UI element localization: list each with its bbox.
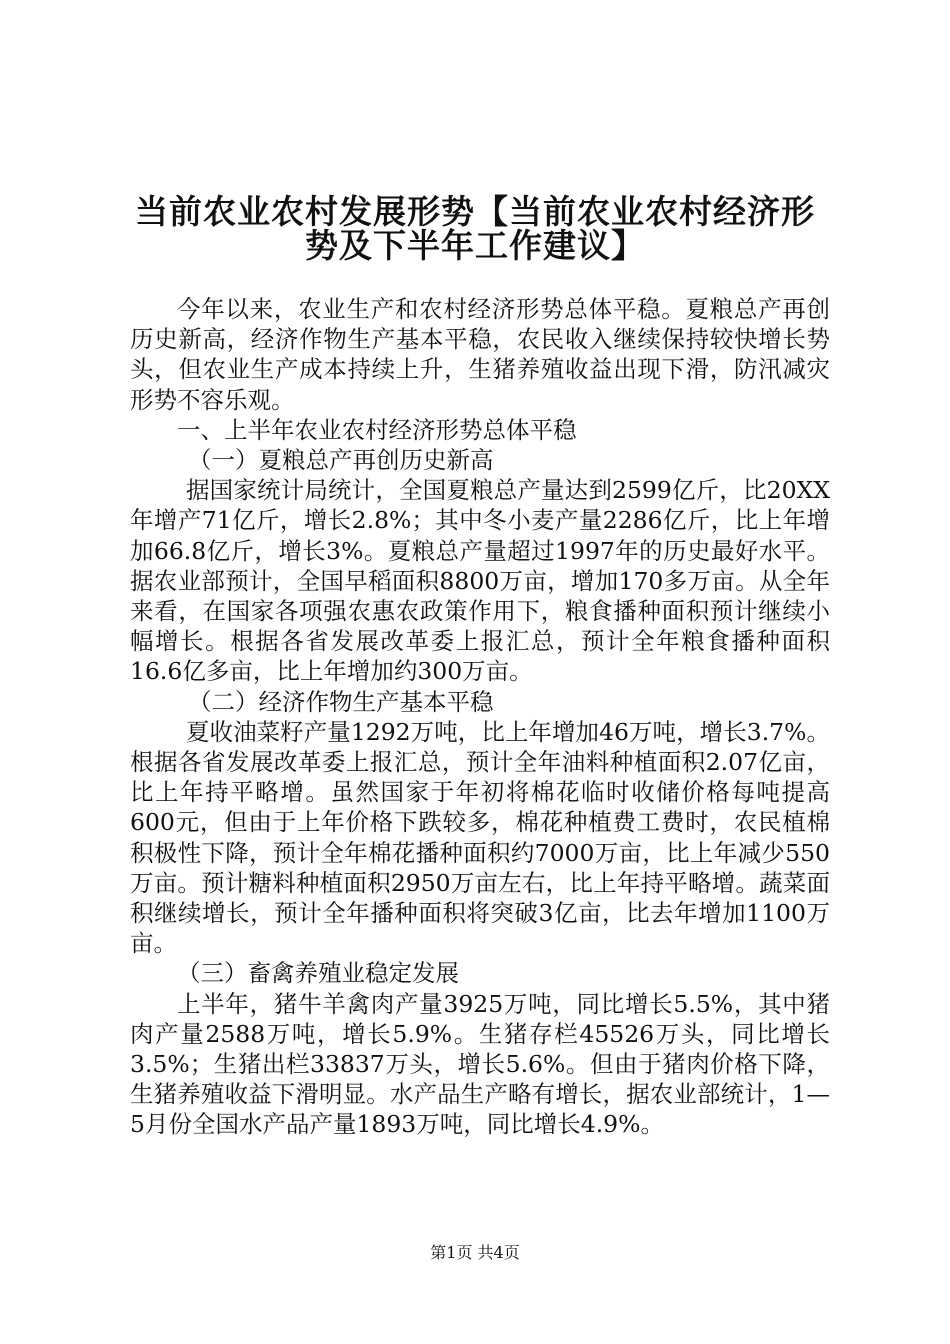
subsection-heading-1: （一）夏粮总产再创历史新高	[188, 446, 494, 475]
body-paragraph: 夏收油菜籽产量1292万吨，比上年增加46万吨，增长3.7%。根据各省发展改革委上报汇总，预计全年油料种植面积2.07亿亩，比上年持平略增。虽然国家于年初将棉花临时收储价格每吨提高600元，但由于上年价格下跌较多，棉花种植费工费时，农民植棉积极性下降，预计全年棉花播种面积约7000万亩，比上年减少550万亩。预计糖料种植面积2950万亩左右，比上年持平略增。蔬菜面积继续增长，预计全年播种面积将突破3亿亩，比去年增加1100万亩。	[130, 717, 830, 958]
subsection-heading-2: （二）经济作物生产基本平稳	[188, 687, 494, 716]
document-title-line-1: 当前农业农村发展形势【当前农业农村经济形	[135, 192, 815, 231]
page-footer: 第1页 共4页	[430, 1243, 520, 1262]
body-paragraph: 上半年，猪牛羊禽肉产量3925万吨，同比增长5.5%，其中猪肉产量2588万吨，增长5.9%。生猪存栏45526万头，同比增长3.5%；生猪出栏33837万头，增长5.6%。但由于猪肉价格下降，生猪养殖收益下滑明显。水产品生产略有增长，据农业部统计，1—5月份全国水产品产量1893万吨，同比增长4.9%。	[130, 989, 830, 1139]
body-paragraph: 据国家统计局统计，全国夏粮总产量达到2599亿斤，比20XX年增产71亿斤，增长2.8%；其中冬小麦产量2286亿斤，比上年增加66.8亿斤，增长3%。夏粮总产量超过1997年的历史最好水平。据农业部预计，全国早稻面积8800万亩，增加170多万亩。从全年来看，在国家各项强农惠农政策作用下，粮食播种面积预计继续小幅增长。根据各省发展改革委上报汇总，预计全年粮食播种面积16.6亿多亩，比上年增加约300万亩。	[130, 476, 830, 686]
section-heading-1: 一、上半年农业农村经济形势总体平稳	[177, 415, 577, 444]
intro-paragraph: 今年以来，农业生产和农村经济形势总体平稳。夏粮总产再创历史新高，经济作物生产基本平稳，农民收入继续保持较快增长势头，但农业生产成本持续上升，生猪养殖收益出现下滑，防汛减灾形势不容乐观。	[130, 295, 830, 414]
document-body	[130, 294, 830, 1140]
subsection-heading-3: （三）畜禽养殖业稳定发展	[177, 959, 459, 988]
document-title-line-2: 势及下半年工作建议】	[305, 226, 645, 265]
